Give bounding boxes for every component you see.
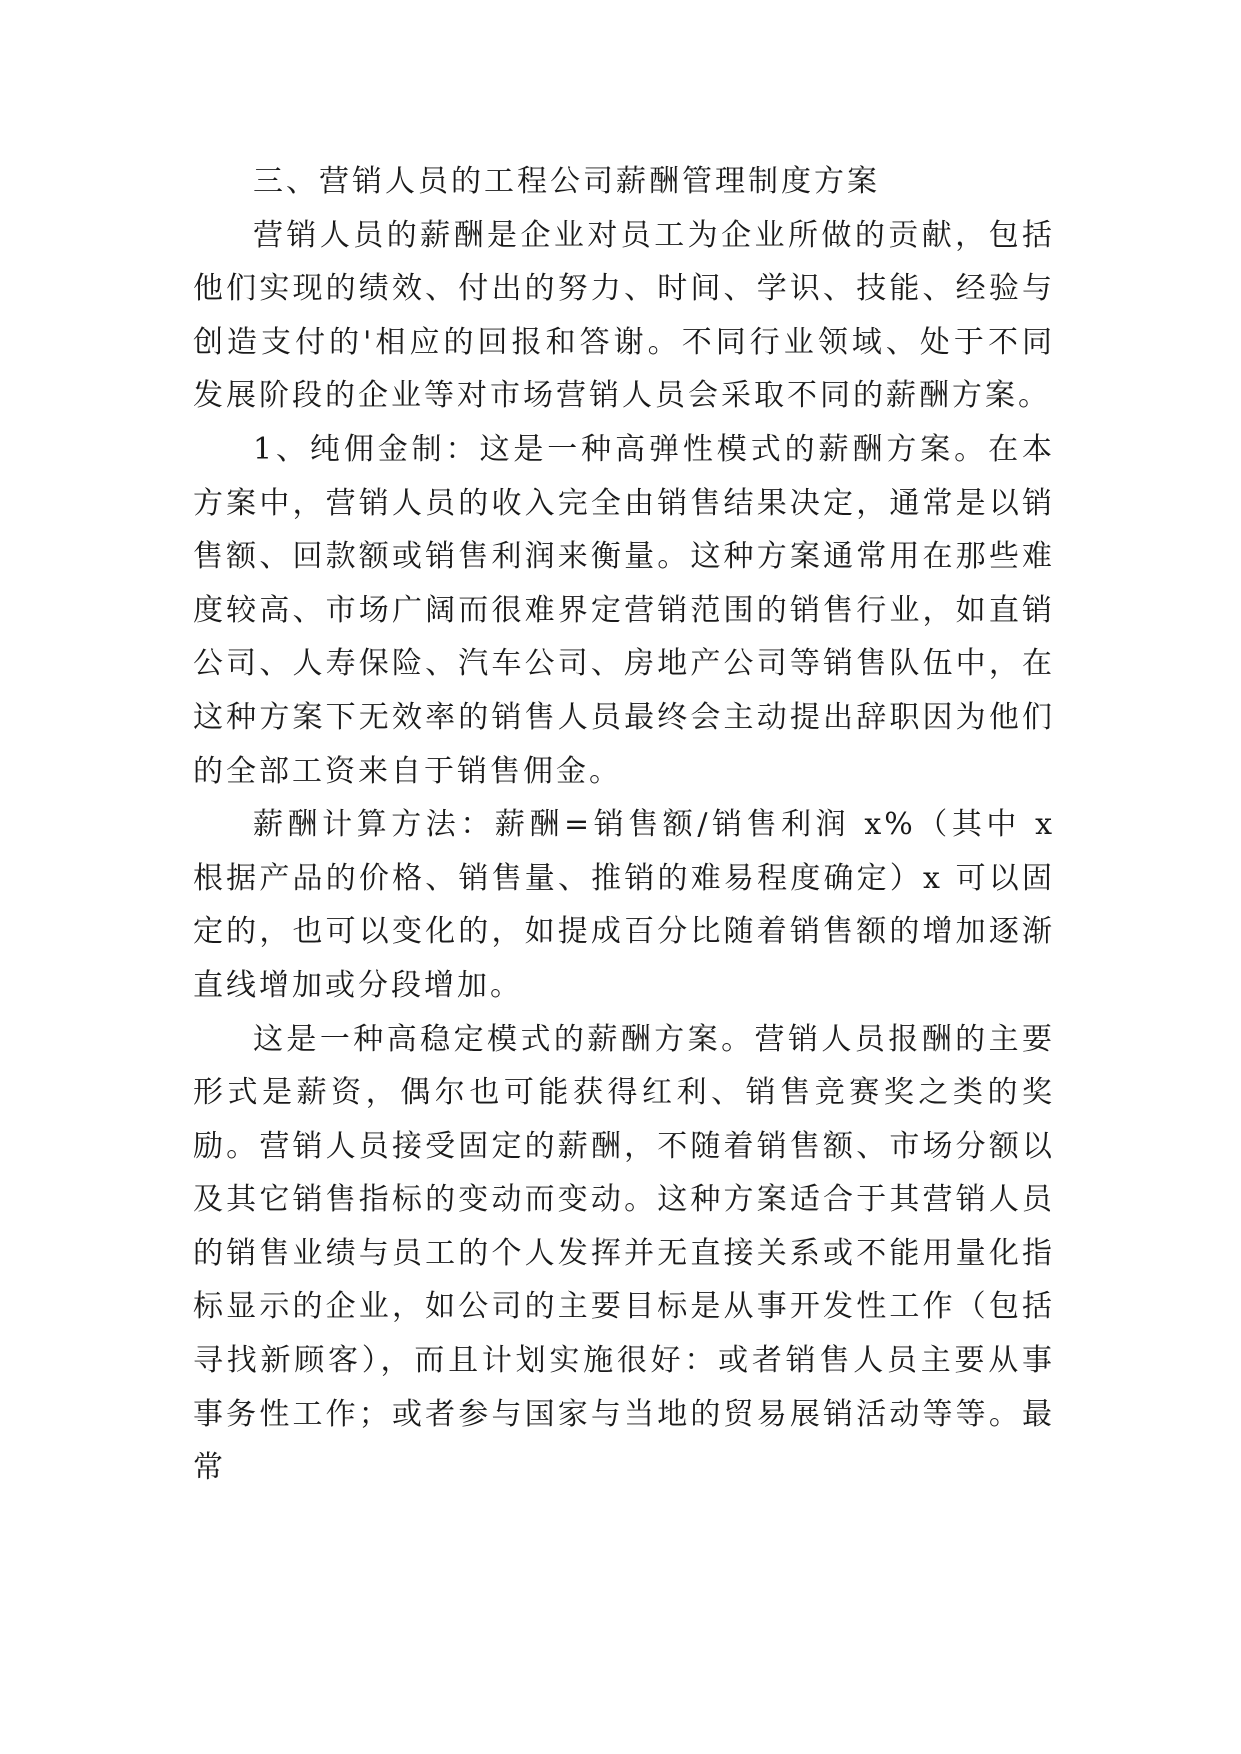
paragraph-pure-commission: 1、纯佣金制：这是一种高弹性模式的薪酬方案。在本方案中，营销人员的收入完全由销售结果决定，通常是以销售额、回款额或销售利润来衡量。这种方案通常用在那些难度较高、市场广阔而很难界定营销范围的销售行业，如直销公司、人寿保险、汽车公司、房地产公司等销售队伍中，在这种方案下无效率的销售人员最终会主动提出辞职因为他们的全部工资来自于销售佣金。 xyxy=(193,431,1055,789)
paragraph-fixed-salary: 这是一种高稳定模式的薪酬方案。营销人员报酬的主要形式是薪资，偶尔也可能获得红利、销售竞赛奖之类的奖励。营销人员接受固定的薪酬，不随着销售额、市场分额以及其它销售指标的变动而变动。这种方案适合于其营销人员的销售业绩与员工的个人发挥并无直接关系或不能用量化指标显示的企业，如公司的主要目标是从事开发性工作（包括寻找新顾客），而且计划实施很好：或者销售人员主要从事事务性工作；或者参与国家与当地的贸易展销活动等等。最常 xyxy=(193,1021,1055,1486)
section-heading: 三、营销人员的工程公司薪酬管理制度方案 xyxy=(253,164,880,199)
document-body xyxy=(193,155,1055,1495)
paragraph-salary-definition: 营销人员的薪酬是企业对员工为企业所做的贡献，包括他们实现的绩效、付出的努力、时间、学识、技能、经验与创造支付的'相应的回报和答谢。不同行业领域、处于不同发展阶段的企业等对市场营销人员会采取不同的薪酬方案。 xyxy=(193,217,1055,414)
paragraph-salary-calculation: 薪酬计算方法：薪酬=销售额/销售利润 x%（其中 x 根据产品的价格、销售量、推销的难易程度确定）x 可以固定的，也可以变化的，如提成百分比随着销售额的增加逐渐直线增加或分段增加。 xyxy=(193,807,1055,1003)
